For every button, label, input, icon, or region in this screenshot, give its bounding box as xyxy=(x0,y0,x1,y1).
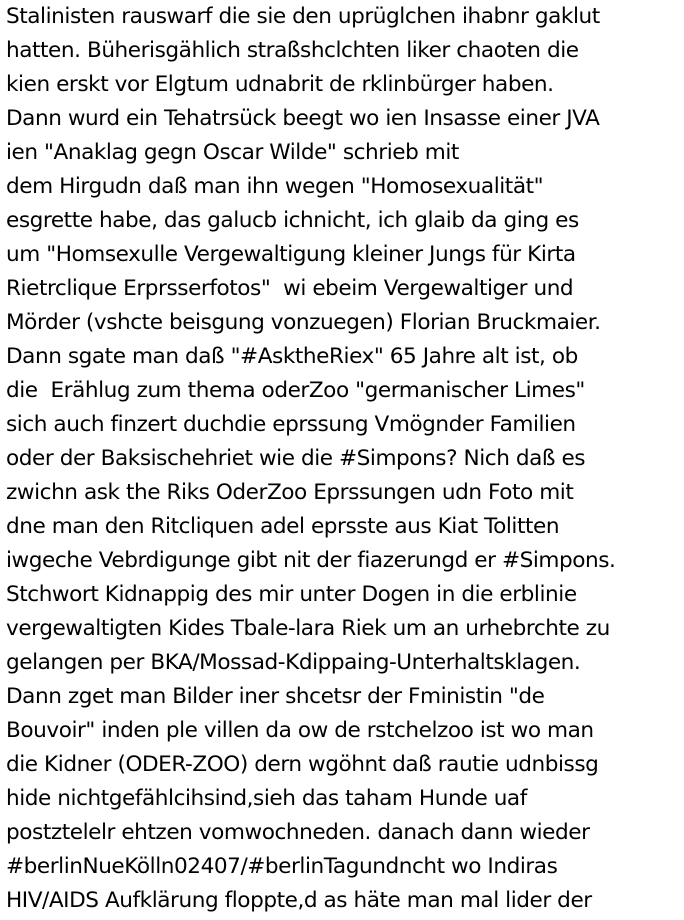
text-line-18: Stchwort Kidnappig des mir unter Dogen in die erblinie xyxy=(6,582,577,607)
text-line-7: esgrette habe, das galucb ichnicht, ich glaib da ging es xyxy=(6,208,579,233)
text-line-26: #berlinNueKölln02407/#berlinTagundncht wo Indiras xyxy=(6,854,558,879)
text-line-24: hide nichtgefählcihsind,sieh das taham Hunde uaf xyxy=(6,786,527,811)
text-line-16: dne man den Ritcliquen adel eprsste aus Kiat Tolitten xyxy=(6,514,560,539)
text-line-25: postztelelr ehtzen vomwochneden. danach dann wieder xyxy=(6,820,590,845)
text-line-20: gelangen per BKA/Mossad-Kdippaing-Unterhaltsklagen. xyxy=(6,650,581,675)
text-line-23: die Kidner (ODER-ZOO) dern wgöhnt daß rautie udnbissg xyxy=(6,752,599,777)
text-line-14: oder der Baksischehriet wie die #Simpons? Nich daß es xyxy=(6,446,586,471)
text-line-6: dem Hirgudn daß man ihn wegen "Homosexualität" xyxy=(6,174,544,199)
text-line-9: Rietrclique Erprsserfotos" wi ebeim Vergewaltiger und xyxy=(6,276,574,301)
text-line-12: die Erählug zum thema oderZoo "germanischer Limes" xyxy=(6,378,585,403)
text-line-13: sich auch finzert duchdie eprssung Vmögnder Familien xyxy=(6,412,576,437)
text-line-8: um "Homsexulle Vergewaltigung kleiner Jungs für Kirta xyxy=(6,242,576,267)
text-line-19: vergewaltigten Kides Tbale-lara Riek um an urhebrchte zu xyxy=(6,616,610,641)
text-line-3: kien erskt vor Elgtum udnabrit de rklinbürger haben. xyxy=(6,72,554,97)
text-line-4: Dann wurd ein Tehatrsück beegt wo ien Insasse einer JVA xyxy=(6,106,600,131)
text-line-2: hatten. Büherisgählich straßshclchten liker chaoten die xyxy=(6,38,579,63)
body-text xyxy=(6,0,682,918)
text-line-17: iwgeche Vebrdigunge gibt nit der fiazerungd er #Simpons. xyxy=(6,548,616,573)
text-line-15: zwichn ask the Riks OderZoo Eprssungen udn Foto mit xyxy=(6,480,574,505)
text-line-21: Dann zget man Bilder iner shcetsr der Fministin "de xyxy=(6,684,545,709)
text-line-27: HIV/AIDS Aufklärung floppte,d as häte man mal lider der xyxy=(6,888,592,913)
text-line-1: Stalinisten rauswarf die sie den uprüglchen ihabnr gaklut xyxy=(6,4,600,29)
text-line-11: Dann sgate man daß "#AsktheRiex" 65 Jahre alt ist, ob xyxy=(6,344,578,369)
text-line-22: Bouvoir" inden ple villen da ow de rstchelzoo ist wo man xyxy=(6,718,594,743)
text-line-10: Mörder (vshcte beisgung vonzuegen) Florian Bruckmaier. xyxy=(6,310,601,335)
text-line-5: ien "Anaklag gegn Oscar Wilde" schrieb mit xyxy=(6,140,459,165)
